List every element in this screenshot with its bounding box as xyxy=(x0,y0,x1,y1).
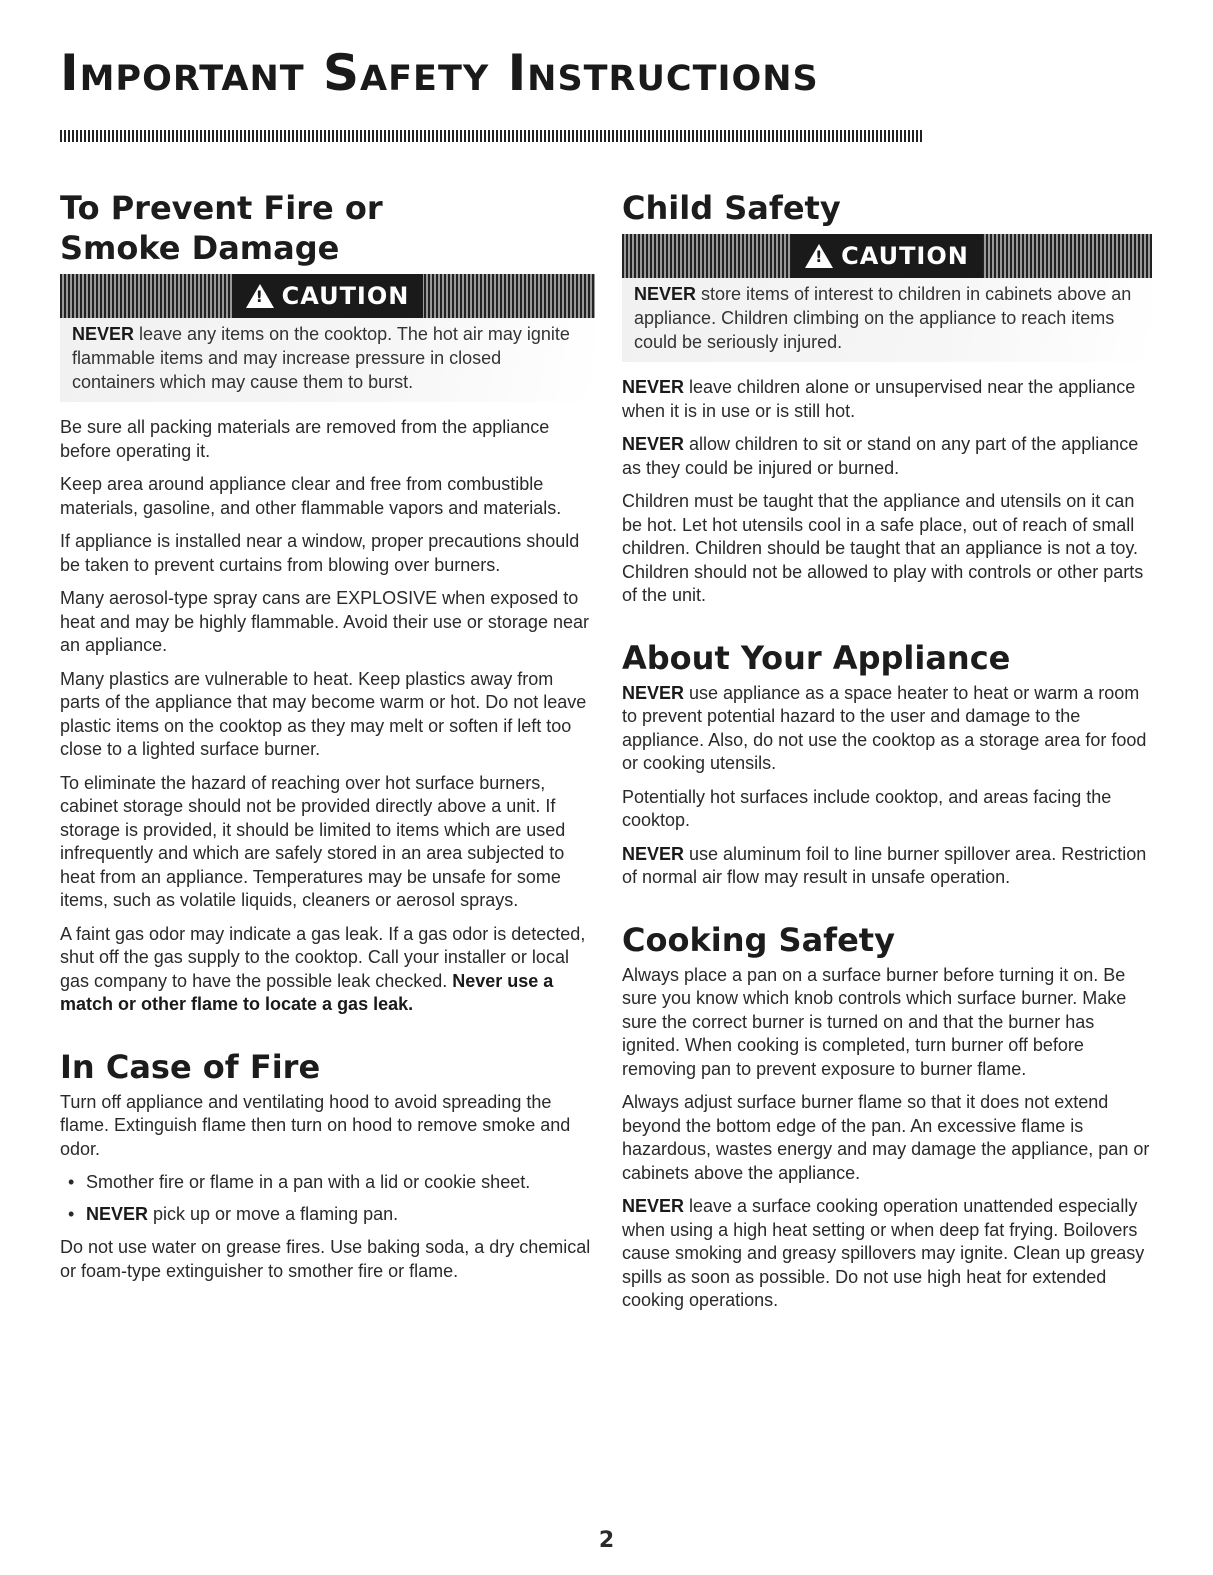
never-label: NEVER xyxy=(634,284,697,304)
page-number: 2 xyxy=(598,1528,615,1553)
paragraph-text: leave children alone or unsupervised near the appliance when it is in use or is still hot. xyxy=(622,377,1136,421)
child-safety-heading: Child Safety xyxy=(622,189,841,227)
caution-label xyxy=(791,234,983,278)
never-label: NEVER xyxy=(86,1203,149,1224)
right-column xyxy=(622,188,1152,1323)
never-label: NEVER xyxy=(622,377,685,397)
caution-message-text: store items of interest to children in cabinets above an appliance. Children climbing on the appliance to reach items could be seriously injured. xyxy=(634,284,1132,352)
paragraph: Children must be taught that the appliance and utensils on it can be hot. Let hot utensils cool in a safe place, out of reach of small children. Children should be taught that an appliance is not a toy. Children should not be allowed to play with controls or other parts of the unit. xyxy=(622,491,1144,605)
caution-text-label: CAUTION xyxy=(841,242,969,270)
paragraph xyxy=(622,1195,1152,1313)
about-appliance-heading: About Your Appliance xyxy=(622,638,1011,677)
paragraph xyxy=(60,923,595,1017)
list-item xyxy=(60,1203,595,1227)
case-of-fire-heading: In Case of Fire xyxy=(60,1047,321,1086)
fire-bullet-list xyxy=(60,1171,595,1226)
caution-message-text: leave any items on the cooktop. The hot air may ignite flammable items and may increase pressure in closed containers which may cause them to burst. xyxy=(72,324,570,392)
fire-heading: To Prevent Fire or Smoke Damage xyxy=(60,189,383,267)
paragraph: If appliance is installed near a window, proper precautions should be taken to prevent curtains from blowing over burners. xyxy=(60,531,580,575)
page-title: Important Safety Instructions xyxy=(60,44,819,102)
cooking-safety-heading: Cooking Safety xyxy=(622,920,895,959)
title-divider xyxy=(60,130,922,142)
paragraph: Keep area around appliance clear and free from combustible materials, gasoline, and other flammable vapors and materials. xyxy=(60,474,562,518)
never-label: NEVER xyxy=(622,434,685,454)
paragraph: Turn off appliance and ventilating hood to avoid spreading the flame. Extinguish flame then turn on hood to remove smoke and odor. xyxy=(60,1091,571,1159)
paragraph: Always adjust surface burner flame so that it does not extend beyond the bottom edge of the pan. An excessive flame is hazardous, wastes energy and may damage the appliance, pan or cabinets above the appliance. xyxy=(622,1092,1150,1183)
paragraph: Be sure all packing materials are removed from the appliance before operating it. xyxy=(60,417,550,461)
never-label: NEVER xyxy=(622,843,685,864)
paragraph xyxy=(622,682,1152,776)
paragraph xyxy=(622,376,1152,423)
paragraph: Do not use water on grease fires. Use baking soda, a dry chemical or foam-type extinguisher to smother fire or flame. xyxy=(60,1237,591,1281)
paragraph-text: leave a surface cooking operation unattended especially when using a high heat setting or when deep fat frying. Boilovers cause smoking and greasy spillovers may ignite. Clean up greasy spills as soon as possible. Do not use high heat for extended cooking operations. xyxy=(622,1196,1145,1310)
paragraph xyxy=(622,843,1152,890)
paragraph-text: use appliance as a space heater to heat or warm a room to prevent potential hazard to the user and damage to the appliance. Also, do not use the cooktop as a storage area for food or cooking utensils. xyxy=(622,682,1147,773)
paragraph xyxy=(622,433,1152,480)
paragraph: Many aerosol-type spray cans are EXPLOSIVE when exposed to heat and may be highly flammable. Avoid their use or storage near an appliance. xyxy=(60,588,589,655)
caution-message xyxy=(60,318,595,402)
caution-banner xyxy=(622,234,1152,278)
paragraph: To eliminate the hazard of reaching over hot surface burners, cabinet storage should not be provided directly above a unit. If storage is provided, it should be limited to items which are used infrequently and which are safely stored in an area subjected to heat from an appliance. Temperatures may be unsafe for some items, such as volatile liquids, cleaners or aerosol sprays. xyxy=(60,772,566,910)
caution-banner xyxy=(60,274,595,318)
left-column xyxy=(60,188,595,1293)
list-item: • Smother fire or flame in a pan with a lid or cookie sheet. xyxy=(60,1171,595,1195)
gas-leak-warning: Never use a match or other flame to locate a gas leak. xyxy=(60,970,554,1014)
never-label: NEVER xyxy=(622,1196,685,1216)
never-label: NEVER xyxy=(622,682,685,703)
paragraph: Potentially hot surfaces include cooktop, and areas facing the cooktop. xyxy=(622,786,1112,830)
warning-triangle-icon xyxy=(805,244,833,268)
paragraph-text: use aluminum foil to line burner spillover area. Restriction of normal air flow may result in unsafe operation. xyxy=(622,843,1147,887)
paragraph: Always place a pan on a surface burner before turning it on. Be sure you know which knob controls which surface burner. Make sure the correct burner is turned on and that the burner has ignited. When cooking is completed, turn burner off before removing pan to prevent exposure to burner flame. xyxy=(622,964,1127,1079)
list-item-text: pick up or move a flaming pan. xyxy=(148,1203,399,1224)
warning-triangle-icon xyxy=(246,284,274,308)
paragraph-text: A faint gas odor may indicate a gas leak. If a gas odor is detected, shut off the gas supply to the cooktop. Call your installer or local gas company to have the possible leak checked. xyxy=(60,923,586,991)
paragraph: Many plastics are vulnerable to heat. Keep plastics away from parts of the appliance that may become warm or hot. Do not leave plastic items on the cooktop as they may melt or soften if left too close to a lighted surface burner. xyxy=(60,668,587,759)
caution-label xyxy=(232,274,424,318)
paragraph-text: allow children to sit or stand on any part of the appliance as they could be injured or burned. xyxy=(622,434,1139,478)
caution-message xyxy=(622,278,1152,362)
never-label: NEVER xyxy=(72,324,135,344)
caution-text-label: CAUTION xyxy=(281,282,410,310)
